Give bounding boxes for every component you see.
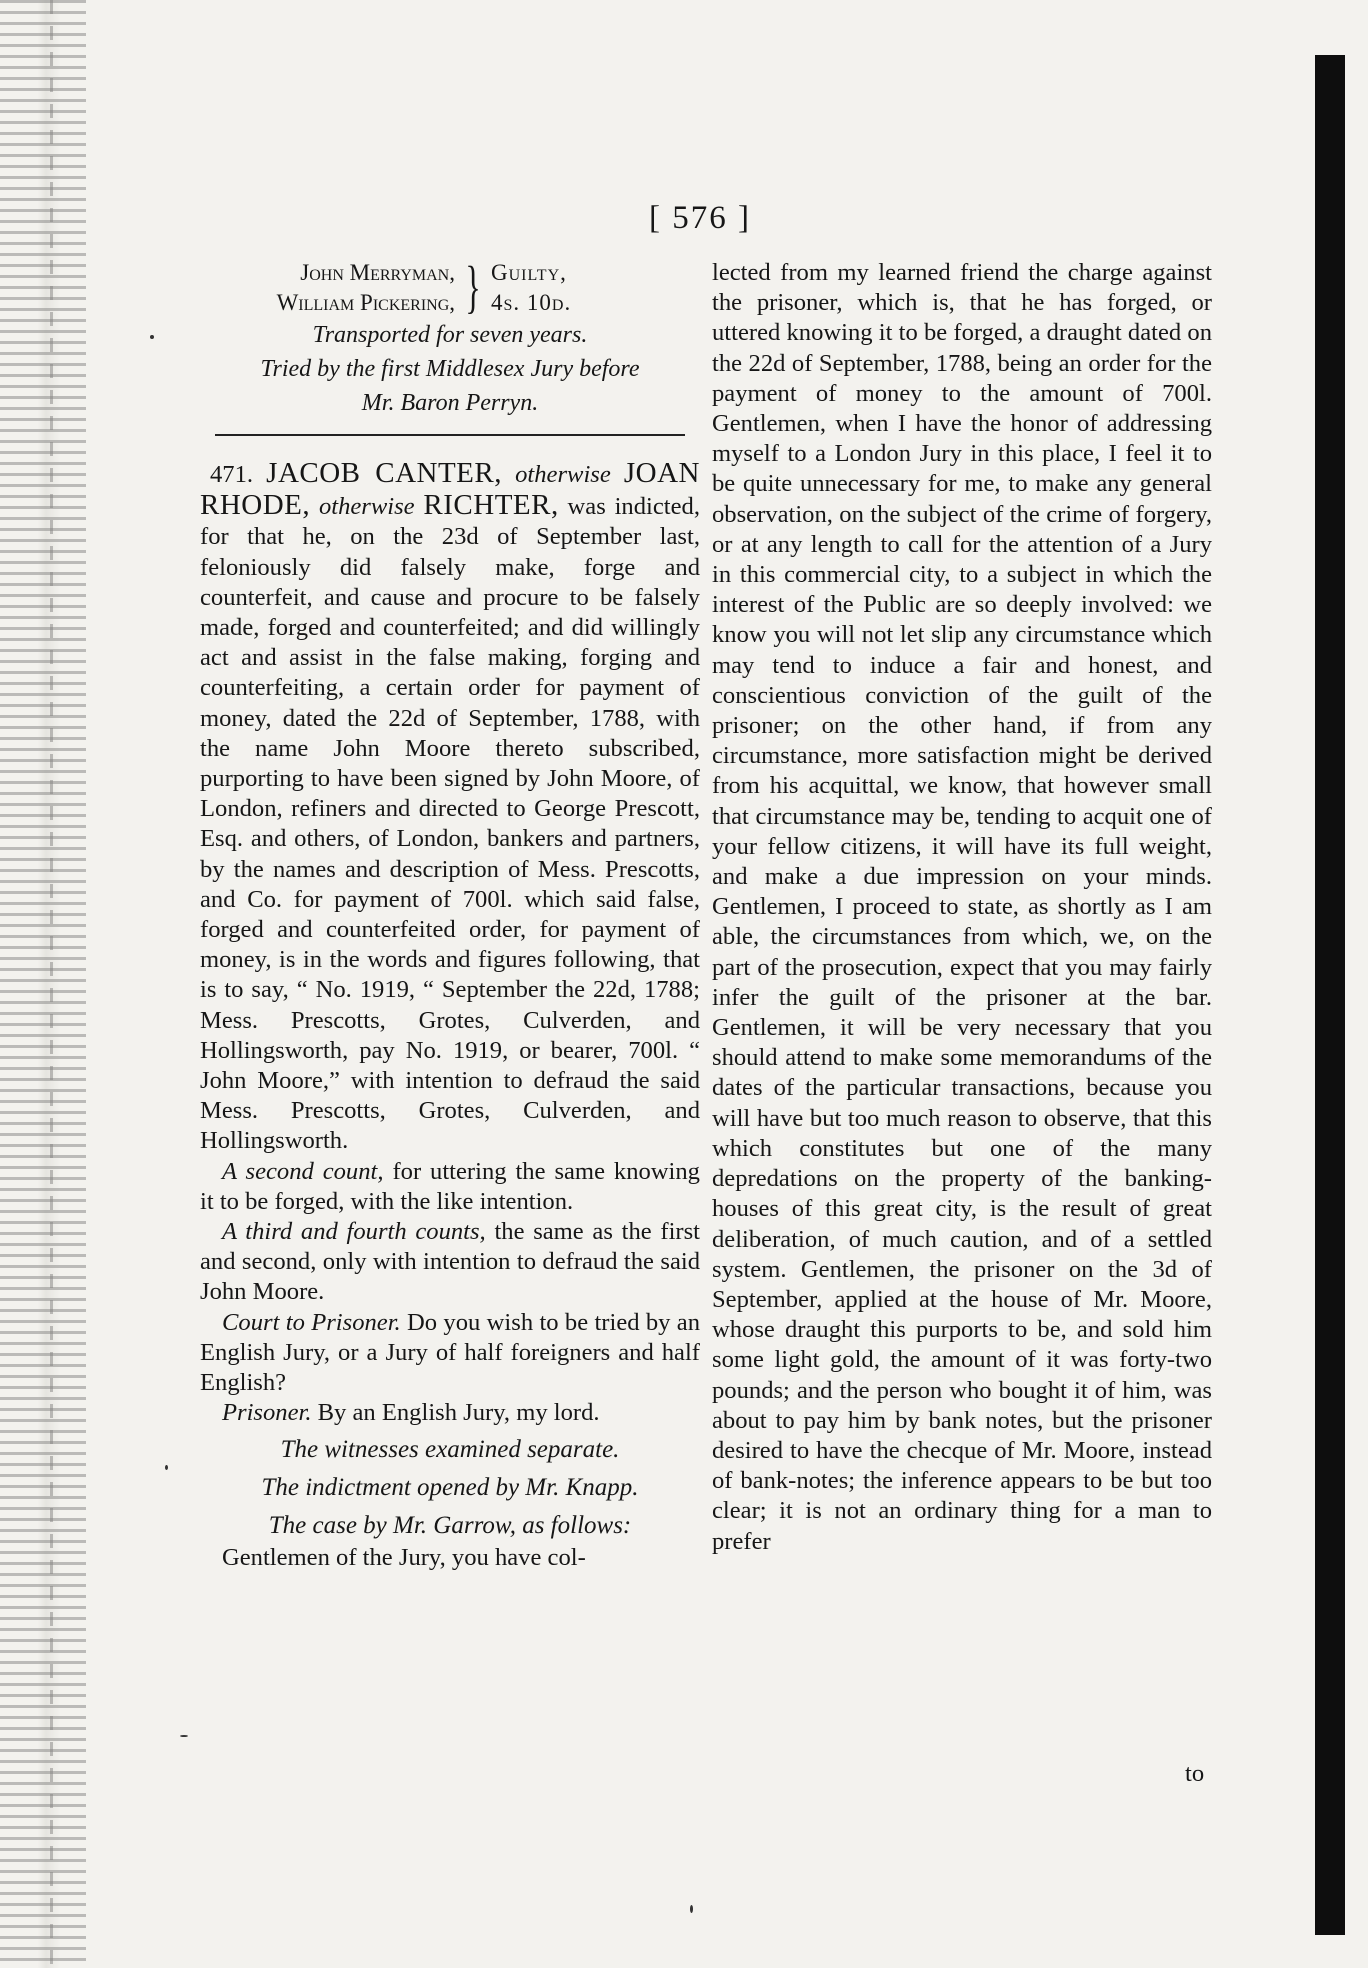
defendant-alias-2: JOAN RHODE,: [200, 457, 701, 522]
verdict-amount: 4s. 10d.: [491, 290, 572, 315]
case-heading: The case by Mr. Garrow, as follows:: [268, 1511, 632, 1539]
court-question-paragraph: Court to Prisoner. Do you wish to be tried by an English Jury, or a Jury of half foreigners and half English?: [200, 1308, 701, 1397]
binding-shadow: [0, 0, 86, 1968]
sentence-line: Transported for seven years.: [312, 322, 588, 348]
garrow-speech-continued: lected from my learned friend the charge against the prisoner, which is, that he has forged, or uttered knowing it to be forged, a draught dated on the 22d of September, 1788, being an order for the payment of money to the amount of 700l. Gentlemen, when I have the honor of addressing myself to a London Jury in this place, I feel it to be quite unnecessary for me, to make any general observation, on the subject of the crime of forgery, or at any length to call for the attention of a Jury in this commercial city, to a subject in which the interest of the Public are so deeply involved: we know you will not let slip any circumstance which may tend to induce a fair and honest, and conscientious conviction of the guilt of the prisoner; on the other hand, if from any circumstance, more satisfaction might be derived from his acquittal, we know, that however small that circumstance may be, tending to acquit one of your fellow citizens, it will have its full weight, and make a due impression on your minds. Gentlemen, I proceed to state, as shortly as I am able, the circumstances from which, we, on the part of the prosecution, expect that you may fairly infer the guilt of the prisoner at the bar. Gentlemen, it will be very necessary that you should attend to make some memorandums of the dates of the particular transactions, because you will have but too much reason to observe, that this which constitutes but one of the many depredations on the property of the banking-houses of this great city, is the result of great deliberation, of much caution, and of a settled system. Gentlemen, the prisoner on the 3d of September, applied at the house of Mr. Moore, whose draught this purports to be, and sold him some light gold, the amount of it was forty-two pounds; and the person who bought it of him, was about to pay him by bank notes, but the prisoner desired to have the checque of Mr. Moore, instead of bank-notes; the inference appears to be but too clear; it is not an ordinary thing for a man to prefer: [712, 259, 1212, 1555]
catchword: to: [1185, 1760, 1205, 1787]
garrow-speech-start: Gentlemen of the Jury, you have col-: [222, 1543, 586, 1571]
court-line-1: Tried by the first Middlesex Jury before: [260, 356, 640, 382]
speck: [180, 1735, 188, 1737]
speck: [150, 335, 154, 339]
case-number: 471.: [210, 461, 254, 488]
page-edge-shadow: [1315, 55, 1345, 1935]
defendant-name-2: William Pickering,: [276, 290, 455, 315]
section-divider: [215, 434, 685, 436]
right-column: [712, 258, 1212, 1557]
defendant-alias-1: JACOB CANTER,: [266, 457, 502, 489]
verdict-block: [200, 254, 700, 319]
page-number: [ 576 ]: [649, 200, 751, 236]
prisoner-answer-paragraph: Prisoner. By an English Jury, my lord.: [222, 1399, 600, 1427]
brace: }: [465, 254, 481, 319]
indictment-opened-heading: The indictment opened by Mr. Knapp.: [261, 1473, 639, 1501]
court-line-2: Mr. Baron Perryn.: [361, 390, 539, 416]
verdict-result: Guilty,: [491, 260, 567, 285]
second-count-paragraph: A second count, for uttering the same knowing it to be forged, with the like intention.: [200, 1157, 700, 1215]
witnesses-heading: The witnesses examined separate.: [280, 1435, 620, 1463]
third-count-paragraph: A third and fourth counts, the same as the first and second, only with intention to defraud the said John Moore.: [200, 1218, 701, 1306]
defendant-name-1: John Merryman,: [300, 260, 455, 285]
speck: [165, 1465, 168, 1470]
left-column: [200, 254, 701, 1573]
indictment-text: was indicted, for that he, on the 23d of September last, feloniously did falsely make, forge and counterfeit, and cause and procure to be falsely made, forged and counterfeited; and did willingly act and assist in the false making, forging and counterfeiting, a certain order for payment of money, dated the 22d of September, 1788, with the name John Moore thereto subscribed, purporting to have been signed by John Moore, of London, refiners and directed to George Prescott, Esq. and others, of London, bankers and partners, by the names and description of Mess. Prescotts, and Co. for payment of 700l. which said false, forged and counterfeited order, for payment of money, is in the words and figures following, that is to say, “ No. 1919, “ September the 22d, 1788; Mess. Prescotts, Grotes, Culverden, and Hollingsworth, pay No. 1919, or bearer, 700l. “ John Moore,” with intention to defraud the said Mess. Prescotts, Grotes, Culverden, and Hollingsworth.: [200, 493, 700, 1155]
defendant-alias-3: RICHTER,: [423, 489, 559, 522]
indictment-paragraph: 471. JACOB CANTER, otherwise JOAN RHODE, otherwise RICHTER, was indicted, for that he, on the 23d of September last, feloniously did falsely make, forge and counterfeit, and cause and procure to be falsely made, forged and counterfeited; and did willingly act and assist in the false making, forging and counterfeiting, a certain order for payment of money, dated the 22d of September, 1788, with the name John Moore thereto subscribed, purporting to have been signed by John Moore, of London, refiners and directed to George Prescott, Esq. and others, of London, bankers and partners, by the names and description of Mess. Prescotts, and Co. for payment of 700l. which said false, forged and counterfeited order, for payment of money, is in the words and figures following, that is to say, “ No. 1919, “ September the 22d, 1788; Mess. Prescotts, Grotes, Culverden, and Hollingsworth, pay No. 1919, or bearer, 700l. “ John Moore,” with intention to defraud the said Mess. Prescotts, Grotes, Culverden, and Hollingsworth.: [200, 457, 701, 1155]
speck: [690, 1905, 693, 1913]
